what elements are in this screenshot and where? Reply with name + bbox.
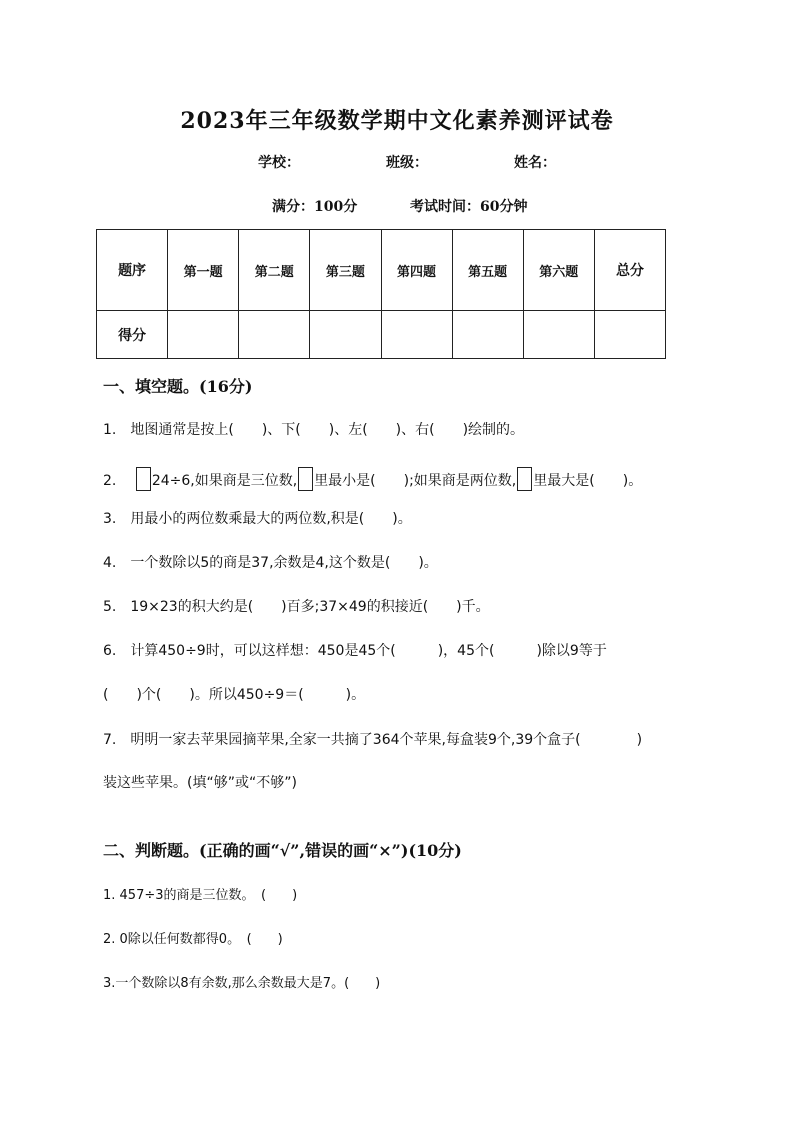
question-1-3: 3. 用最小的两位数乘最大的两位数,积是( )。 [103, 511, 412, 527]
blank-box[interactable] [517, 467, 532, 491]
question-1-2 [103, 467, 642, 491]
header-cell: 第五题 [452, 230, 523, 311]
score-table [96, 229, 666, 359]
question-text: 里最大是( )。 [533, 473, 643, 489]
question-1-6-line2: ( )个( )。所以450÷9＝( )。 [103, 687, 366, 703]
header-cell: 第三题 [310, 230, 381, 311]
section2-heading: 二、判断题。(正确的画“√”,错误的画“×”)(10分) [103, 841, 462, 860]
header-cell: 总分 [594, 230, 665, 311]
score-table-header-row [97, 230, 666, 311]
question-1-1: 1. 地图通常是按上( )、下( )、左( )、右( )绘制的。 [103, 422, 525, 438]
question-1-4: 4. 一个数除以5的商是37,余数是4,这个数是( )。 [103, 555, 438, 571]
score-cell[interactable] [168, 311, 239, 359]
score-row-label: 得分 [97, 311, 168, 359]
question-1-5: 5. 19×23的积大约是( )百多;37×49的积接近( )千。 [103, 599, 490, 615]
blank-box[interactable] [298, 467, 313, 491]
score-cell[interactable] [594, 311, 665, 359]
question-2-3: 3.一个数除以8有余数,那么余数最大是7。( ) [103, 976, 381, 991]
score-cell[interactable] [381, 311, 452, 359]
question-text: 24÷6,如果商是三位数, [151, 473, 298, 489]
question-1-7-line2: 装这些苹果。(填“够”或“不够”) [103, 775, 297, 791]
question-1-6-line1: 6. 计算450÷9时，可以这样想：450是45个( )，45个( )除以9等于 [103, 643, 607, 659]
header-cell: 第四题 [381, 230, 452, 311]
page-title: 2023年三年级数学期中文化素养测评试卷 [180, 108, 614, 134]
question-2-1: 1. 457÷3的商是三位数。 ( ) [103, 888, 298, 903]
header-cell: 题序 [97, 230, 168, 311]
score-cell[interactable] [310, 311, 381, 359]
score-cell[interactable] [239, 311, 310, 359]
name-label: 姓名： [514, 155, 556, 171]
question-2-2: 2. 0除以任何数都得0。 ( ) [103, 932, 283, 947]
header-cell: 第一题 [168, 230, 239, 311]
header-cell: 第二题 [239, 230, 310, 311]
header-cell: 第六题 [523, 230, 594, 311]
question-1-7-line1: 7. 明明一家去苹果园摘苹果,全家一共摘了364个苹果,每盒装9个,39个盒子( ) [103, 732, 643, 748]
class-label: 班级： [386, 155, 428, 171]
exam-time: 考试时间：60分钟 [410, 199, 528, 215]
school-label: 学校： [258, 155, 300, 171]
score-cell[interactable] [523, 311, 594, 359]
score-cell[interactable] [452, 311, 523, 359]
question-text: 里最小是( );如果商是两位数, [314, 473, 517, 489]
full-marks: 满分：100分 [272, 199, 358, 215]
section1-heading: 一、填空题。(16分) [103, 377, 253, 396]
score-table-score-row [97, 311, 666, 359]
blank-box[interactable] [136, 467, 151, 491]
question-number: 2. [103, 473, 117, 489]
